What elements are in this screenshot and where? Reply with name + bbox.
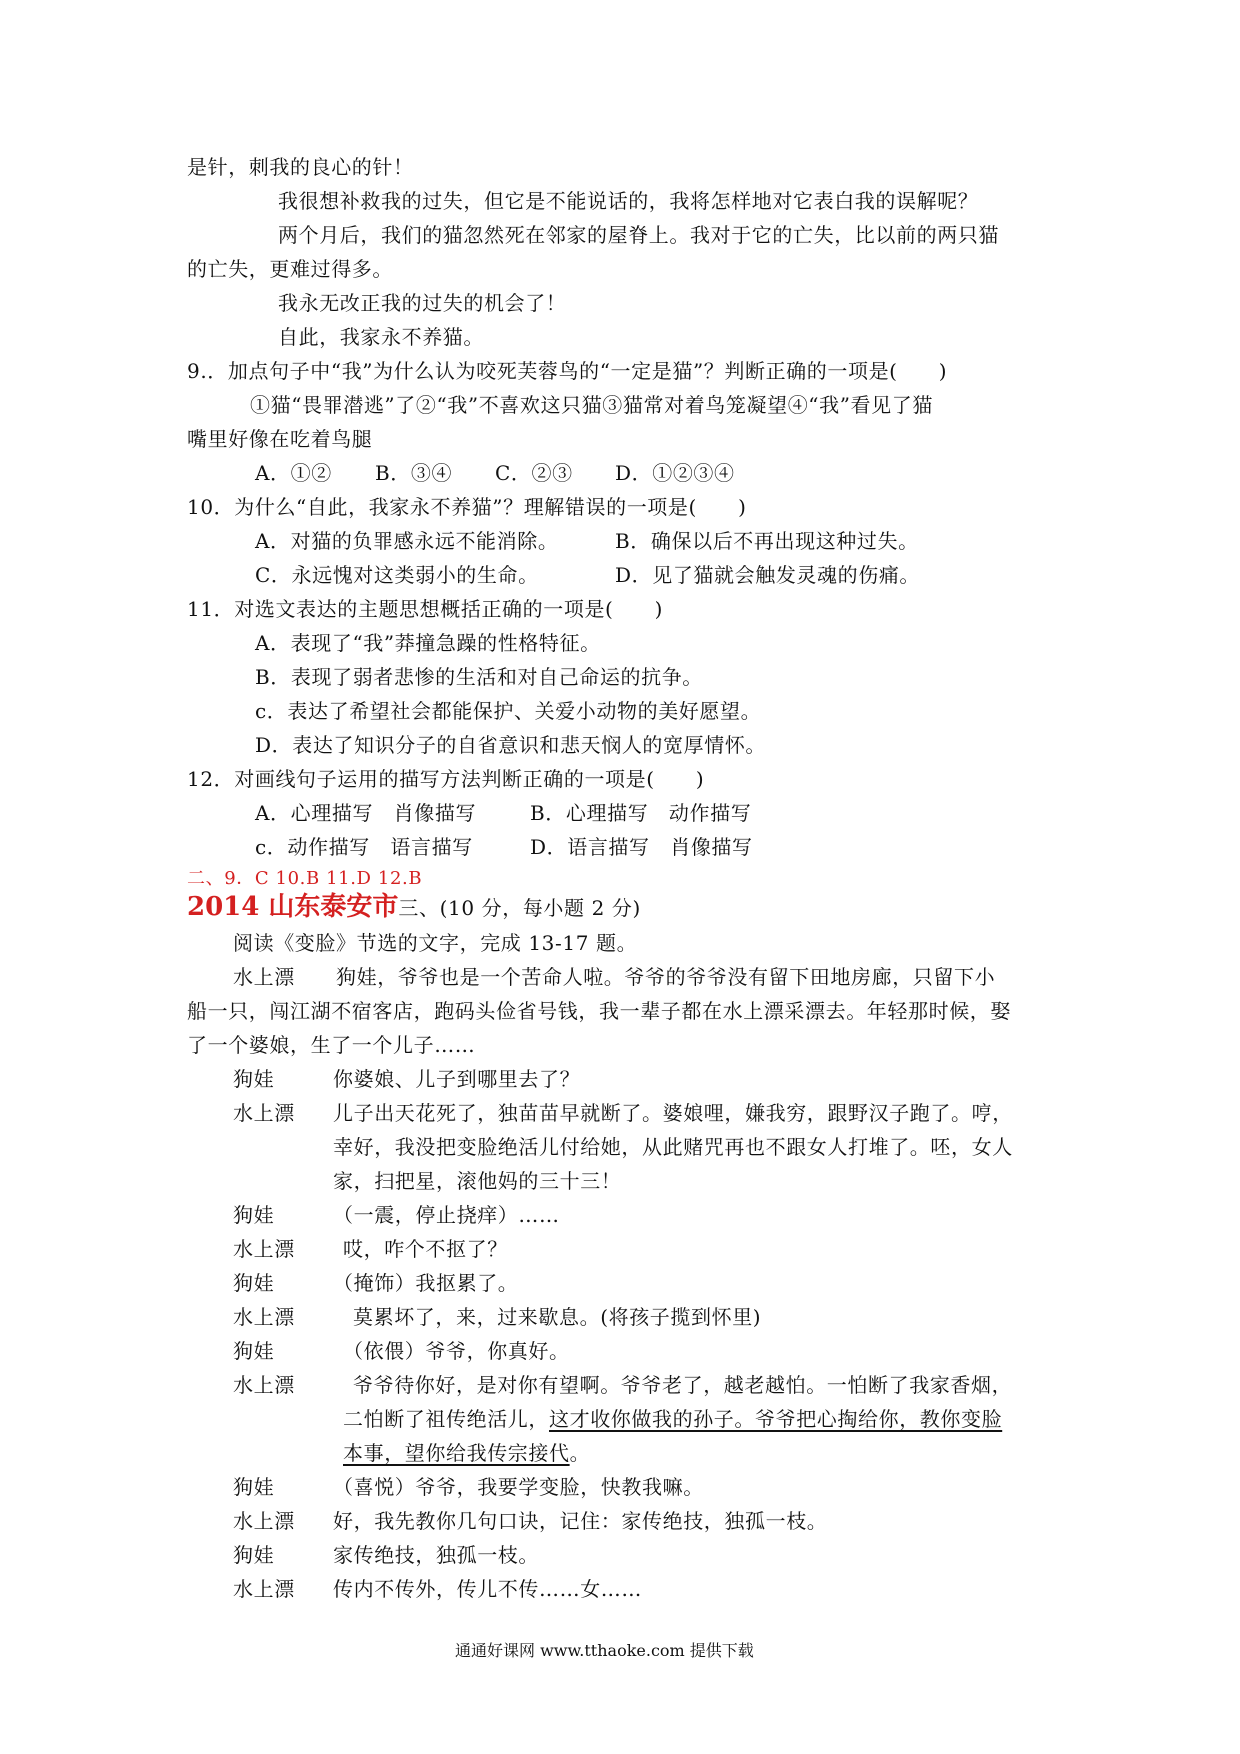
dialogue-line: 家，扫把星，滚他妈的三十三！ — [333, 1169, 622, 1193]
dialogue-line-underlined — [343, 1438, 590, 1468]
passage-line: 两个月后，我们的猫忽然死在邻家的屋脊上。我对于它的亡失，比以前的两只猫 — [278, 223, 999, 247]
page-footer: 通通好课网 www.tthaoke.com 提供下载 — [455, 1641, 754, 1660]
question-11-option-b: B．表现了弱者悲惨的生活和对自己命运的抗争。 — [255, 665, 703, 689]
speaker-label: 水上漂 — [233, 1509, 295, 1533]
dialogue-line: 莫累坏了，来，过来歇息。(将孩子揽到怀里) — [353, 1305, 762, 1329]
speaker-label: 水上漂 — [233, 1101, 295, 1125]
question-12-option-c: c．动作描写 语言描写 — [255, 835, 473, 859]
dialogue-line: （一震，停止挠痒）…… — [333, 1203, 560, 1227]
script-paragraph-line: 水上漂 狗娃，爷爷也是一个苦命人啦。爷爷的爷爷没有留下田地房廊，只留下小 — [233, 965, 996, 989]
underlined-sentence: 这才收你做我的孙子。爷爷把心掏给你，教你变脸 — [549, 1407, 1003, 1431]
question-9-detail: ①猫“畏罪潜逃”了②“我”不喜欢这只猫③猫常对着鸟笼凝望④“我”看见了猫 — [250, 393, 933, 417]
question-10-option-c: C．永远愧对这类弱小的生命。 — [255, 563, 539, 587]
section-3-intro: 阅读《变脸》节选的文字，完成 13-17 题。 — [233, 931, 638, 955]
dialogue-line: 哎，咋个不抠了？ — [343, 1237, 508, 1261]
question-9-detail: 嘴里好像在吃着鸟腿 — [187, 427, 373, 451]
dialogue-line: （掩饰）我抠累了。 — [333, 1271, 519, 1295]
question-11-stem: 11．对选文表达的主题思想概括正确的一项是( ) — [187, 597, 664, 621]
dialogue-line: （喜悦）爷爷，我要学变脸，快教我嘛。 — [333, 1475, 704, 1499]
dialogue-line: （依偎）爷爷，你真好。 — [343, 1339, 570, 1363]
passage-line: 是针，刺我的良心的针！ — [187, 155, 414, 179]
underlined-sentence: 本事，望你给我传宗接代 — [343, 1441, 570, 1465]
passage-line: 自此，我家永不养猫。 — [278, 325, 484, 349]
answer-key: 二、9．C 10.B 11.D 12.B — [187, 868, 423, 889]
question-9-option-d: D．①②③④ — [615, 461, 735, 485]
dialogue-text: 二怕断了祖传绝活儿， — [343, 1407, 549, 1431]
script-paragraph-line: 了一个婆娘，生了一个儿子…… — [187, 1033, 476, 1057]
section-3-region-heading: 2014 山东泰安市 — [187, 892, 399, 922]
dialogue-text: 。 — [569, 1441, 591, 1465]
question-11-option-a: A．表现了“我”莽撞急躁的性格特征。 — [255, 631, 601, 655]
question-9-option-a: A．①② — [255, 461, 332, 485]
dialogue-line: 家传绝技，独孤一枝。 — [333, 1543, 539, 1567]
passage-line: 我永无改正我的过失的机会了！ — [278, 291, 567, 315]
section-3-title: 三、(10 分，每小题 2 分) — [398, 896, 641, 920]
dialogue-line: 幸好，我没把变脸绝活儿付给她，从此赌咒再也不跟女人打堆了。呸，女人 — [333, 1135, 1013, 1159]
question-9-stem: 9.．加点句子中“我”为什么认为咬死芙蓉鸟的“一定是猫”？判断正确的一项是( ) — [187, 359, 948, 383]
passage-line: 的亡失，更难过得多。 — [187, 257, 393, 281]
question-12-option-b: B．心理描写 动作描写 — [530, 801, 752, 825]
speaker-label: 狗娃 — [233, 1271, 275, 1295]
speaker-label: 狗娃 — [233, 1543, 275, 1567]
question-9-option-b: B．③④ — [375, 461, 453, 485]
question-11-option-c: c．表达了希望社会都能保护、关爱小动物的美好愿望。 — [255, 699, 762, 723]
question-10-option-d: D．见了猫就会触发灵魂的伤痛。 — [615, 563, 921, 587]
question-10-stem: 10．为什么“自此，我家永不养猫”？理解错误的一项是( ) — [187, 495, 747, 519]
speaker-label: 狗娃 — [233, 1067, 275, 1091]
speaker-label: 狗娃 — [233, 1339, 275, 1363]
speaker-label: 狗娃 — [233, 1475, 275, 1499]
question-11-option-d: D．表达了知识分子的自省意识和悲天悯人的宽厚情怀。 — [255, 733, 767, 757]
speaker-label: 水上漂 — [233, 1373, 295, 1397]
dialogue-line: 传内不传外，传儿不传……女…… — [333, 1577, 642, 1601]
dialogue-line-underlined — [343, 1404, 1002, 1434]
dialogue-line: 儿子出天花死了，独苗苗早就断了。婆娘哩，嫌我穷，跟野汉子跑了。哼， — [333, 1101, 1013, 1125]
question-12-option-a: A．心理描写 肖像描写 — [255, 801, 477, 825]
question-10-option-b: B．确保以后不再出现这种过失。 — [615, 529, 919, 553]
speaker-label: 水上漂 — [233, 1577, 295, 1601]
speaker-label: 水上漂 — [233, 1305, 295, 1329]
dialogue-line: 好，我先教你几句口诀，记住：家传绝技，独孤一枝。 — [333, 1509, 828, 1533]
section-3-header — [187, 892, 641, 923]
question-9-option-c: C．②③ — [495, 461, 573, 485]
passage-line: 我很想补救我的过失，但它是不能说话的，我将怎样地对它表白我的误解呢？ — [278, 189, 979, 213]
script-paragraph-line: 船一只，闯江湖不宿客店，跑码头俭省号钱，我一辈子都在水上漂采漂去。年轻那时候，娶 — [187, 999, 1011, 1023]
dialogue-line: 爷爷待你好，是对你有望啊。爷爷老了，越老越怕。一怕断了我家香烟， — [353, 1373, 1013, 1397]
speaker-label: 狗娃 — [233, 1203, 275, 1227]
speaker-label: 水上漂 — [233, 1237, 295, 1261]
question-12-stem: 12．对画线句子运用的描写方法判断正确的一项是( ) — [187, 767, 705, 791]
question-12-option-d: D．语言描写 肖像描写 — [530, 835, 753, 859]
dialogue-line: 你婆娘、儿子到哪里去了？ — [333, 1067, 581, 1091]
question-10-option-a: A．对猫的负罪感永远不能消除。 — [255, 529, 559, 553]
